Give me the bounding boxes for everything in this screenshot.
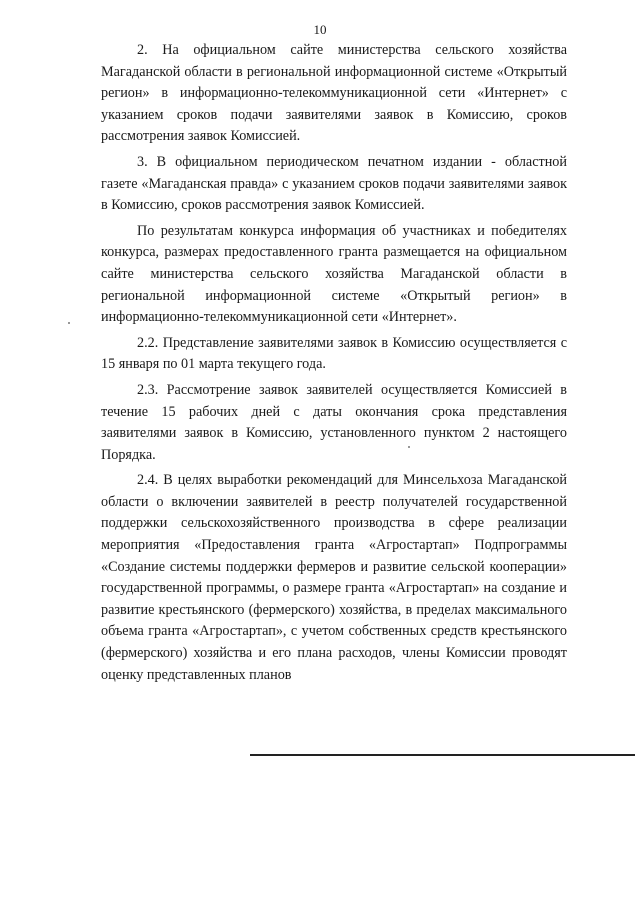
scan-horizontal-rule (250, 754, 635, 756)
document-body (101, 40, 567, 686)
paragraph-2-2-submission-period: 2.2. Представление заявителями заявок в Комиссию осуществляется с 15 января по 01 марта текущего года. (101, 334, 567, 373)
page-number: 10 (313, 22, 327, 37)
paragraph-2-3-review-period: 2.3. Рассмотрение заявок заявителей осуществляется Комиссией в течение 15 рабочих дней с даты окончания срока представления заявителями заявок в Комиссию, установленного пунктом 2 настоящего Порядка. (101, 381, 567, 463)
paragraph-contest-results: По результатам конкурса информация об участниках и победителях конкурса, размерах предоставленного гранта размещается на официальном сайте министерства сельского хозяйства Магаданской области в региональной информационной системе «Открытый регион» в информационно-телекоммуникационной сети «Интернет». (101, 222, 567, 326)
scan-speck (68, 322, 70, 324)
scan-speck (408, 446, 410, 448)
paragraph-official-site: 2. На официальном сайте министерства сельского хозяйства Магаданской области в региональной информационной системе «Открытый регион» в информационно-телекоммуникационной сети «Интернет» с указанием сроков подачи заявителями заявок в Комиссию, сроков рассмотрения заявок Комиссией. (101, 42, 567, 145)
paragraph-newspaper: 3. В официальном периодическом печатном издании - областной газете «Магаданская правда» с указанием сроков подачи заявителями заявок в Комиссию, сроков рассмотрения заявок Комиссией. (101, 153, 567, 214)
paragraph-2-4-recommendations: 2.4. В целях выработки рекомендаций для Минсельхоза Магаданской области о включении заявителей в реестр получателей государственной поддержки сельскохозяйственного производства в сфере реализации мероприятия «Предоставления гранта «Агростартап» Подпрограммы «Создание системы поддержки фермеров и развитие сельской кооперации» государственной программы, о размере гранта «Агростартап» на создание и развитие крестьянского (фермерского) хозяйства, в пределах максимального объема гранта «Агростартап», с учетом собственных средств крестьянского (фермерского) хозяйства и его плана расходов, члены Комиссии проводят оценку представленных планов (101, 472, 567, 683)
